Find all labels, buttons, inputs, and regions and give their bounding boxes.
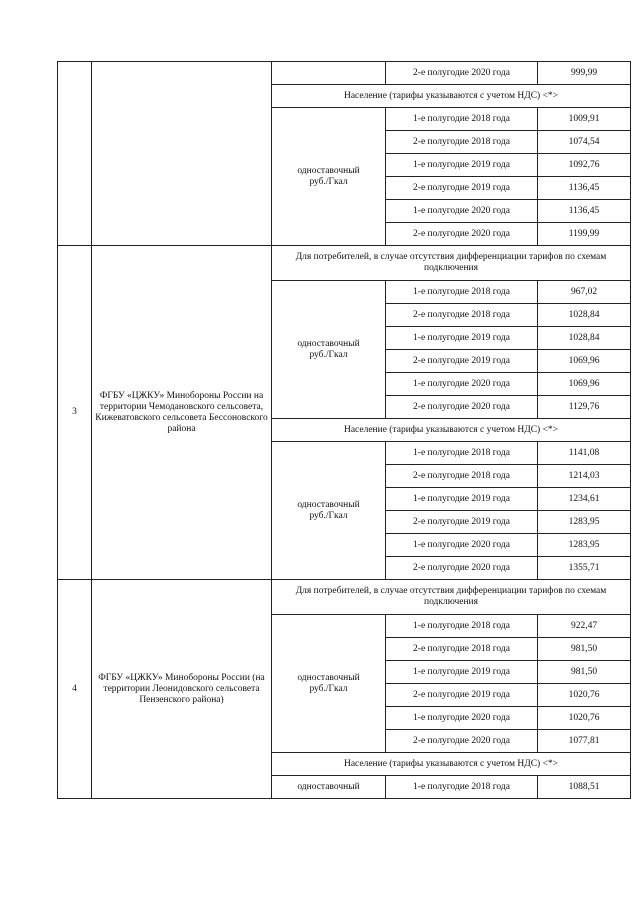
value-cell: 1283,95 (538, 511, 631, 534)
period-cell: 2-е полугодие 2019 года (386, 511, 538, 534)
section-number: 4 (58, 580, 92, 799)
group-header-row (58, 246, 631, 281)
value-cell: 1092,76 (538, 154, 631, 177)
value-cell: 967,02 (538, 281, 631, 304)
tariff-unit: одноставочный руб./Гкал (272, 281, 386, 419)
value-cell: 981,50 (538, 638, 631, 661)
period-cell: 2-е полугодие 2018 года (386, 131, 538, 154)
value-cell: 1069,96 (538, 373, 631, 396)
group-header: Население (тарифы указываются с учетом НДС) <*> (272, 419, 631, 442)
value-cell: 999,99 (538, 62, 631, 85)
period-cell: 1-е полугодие 2020 года (386, 200, 538, 223)
period-cell: 1-е полугодие 2018 года (386, 776, 538, 799)
period-cell: 1-е полугодие 2018 года (386, 281, 538, 304)
value-cell: 1028,84 (538, 304, 631, 327)
value-cell: 1136,45 (538, 200, 631, 223)
group-header: Для потребителей, в случае отсутствия дифференциации тарифов по схемам подключения (272, 246, 631, 281)
period-cell: 2-е полугодие 2020 года (386, 730, 538, 753)
value-cell: 1020,76 (538, 707, 631, 730)
group-header: Население (тарифы указываются с учетом НДС) <*> (272, 753, 631, 776)
tariff-unit: одноставочный (272, 776, 386, 799)
tariff-unit: одноставочный руб./Гкал (272, 615, 386, 753)
tariff-table (57, 61, 631, 799)
period-cell: 2-е полугодие 2018 года (386, 638, 538, 661)
value-cell: 1028,84 (538, 327, 631, 350)
group-header: Для потребителей, в случае отсутствия дифференциации тарифов по схемам подключения (272, 580, 631, 615)
tariff-unit: одноставочный руб./Гкал (272, 108, 386, 246)
value-cell: 1129,76 (538, 396, 631, 419)
period-cell: 2-е полугодие 2018 года (386, 465, 538, 488)
value-cell: 1069,96 (538, 350, 631, 373)
period-cell: 1-е полугодие 2019 года (386, 488, 538, 511)
value-cell: 1074,54 (538, 131, 631, 154)
organization-name: ФГБУ «ЦЖКУ» Минобороны России на территории Чемодановского сельсовета, Кижеватовского сельсовета Бессоновского района (92, 246, 272, 580)
period-cell: 1-е полугодие 2018 года (386, 615, 538, 638)
period-cell: 2-е полугодие 2019 года (386, 684, 538, 707)
value-cell: 1214,03 (538, 465, 631, 488)
period-cell: 2-е полугодие 2019 года (386, 350, 538, 373)
value-cell: 1136,45 (538, 177, 631, 200)
period-cell: 1-е полугодие 2020 года (386, 373, 538, 396)
group-header: Население (тарифы указываются с учетом НДС) <*> (272, 85, 631, 108)
period-cell: 2-е полугодие 2019 года (386, 177, 538, 200)
organization-name: ФГБУ «ЦЖКУ» Минобороны России (на территории Леонидовского сельсовета Пензенского района) (92, 580, 272, 799)
period-cell: 2-е полугодие 2020 года (386, 557, 538, 580)
period-cell: 2-е полугодие 2020 года (386, 223, 538, 246)
value-cell: 1077,81 (538, 730, 631, 753)
value-cell: 1283,95 (538, 534, 631, 557)
table-row (58, 62, 631, 85)
section-number: 3 (58, 246, 92, 580)
period-cell: 1-е полугодие 2019 года (386, 661, 538, 684)
group-header-row (58, 580, 631, 615)
organization-name (92, 62, 272, 246)
value-cell: 1009,91 (538, 108, 631, 131)
value-cell: 1020,76 (538, 684, 631, 707)
period-cell: 2-е полугодие 2020 года (386, 396, 538, 419)
period-cell: 2-е полугодие 2018 года (386, 304, 538, 327)
tariff-unit: одноставочный руб./Гкал (272, 442, 386, 580)
period-cell: 1-е полугодие 2020 года (386, 707, 538, 730)
section-number (58, 62, 92, 246)
period-cell: 1-е полугодие 2018 года (386, 442, 538, 465)
tariff-table-body (58, 62, 631, 799)
value-cell: 981,50 (538, 661, 631, 684)
period-cell: 2-е полугодие 2020 года (386, 62, 538, 85)
period-cell: 1-е полугодие 2019 года (386, 327, 538, 350)
period-cell: 1-е полугодие 2019 года (386, 154, 538, 177)
value-cell: 922,47 (538, 615, 631, 638)
value-cell: 1355,71 (538, 557, 631, 580)
value-cell: 1234,61 (538, 488, 631, 511)
value-cell: 1088,51 (538, 776, 631, 799)
period-cell: 1-е полугодие 2020 года (386, 534, 538, 557)
tariff-unit (272, 62, 386, 85)
value-cell: 1141,08 (538, 442, 631, 465)
value-cell: 1199,99 (538, 223, 631, 246)
period-cell: 1-е полугодие 2018 года (386, 108, 538, 131)
